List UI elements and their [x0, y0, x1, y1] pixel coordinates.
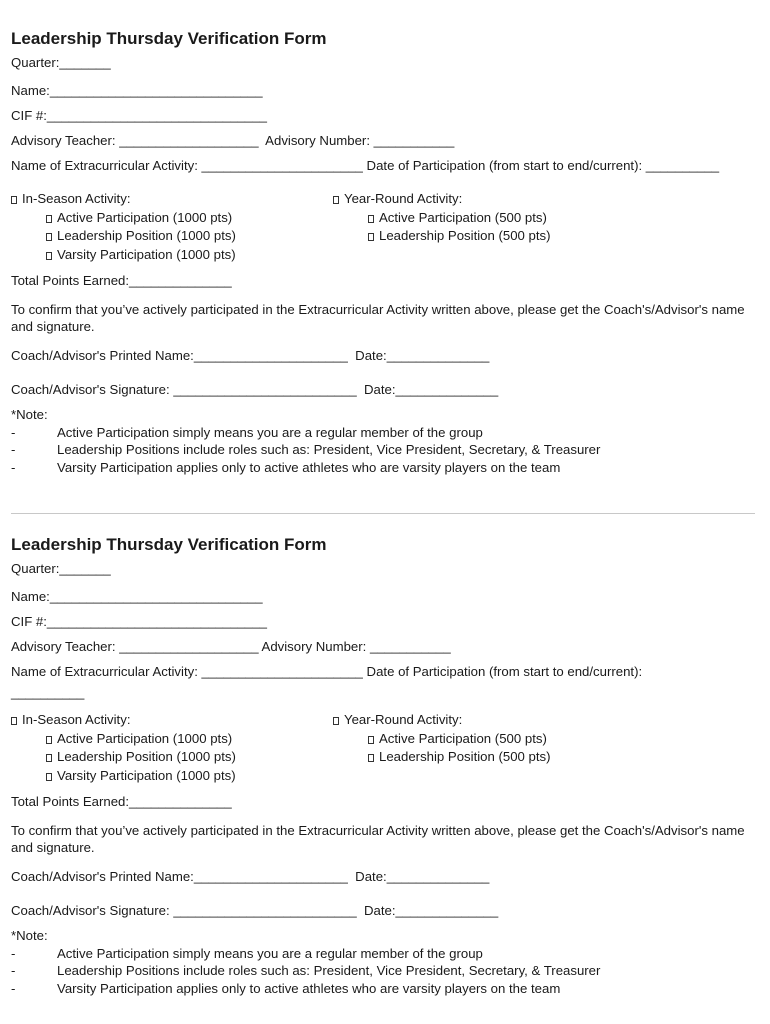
option-label: Active Participation (1000 pts): [57, 209, 233, 225]
option-label: Active Participation (500 pts): [379, 209, 547, 225]
leadership-position-checkbox[interactable]: [368, 754, 374, 762]
in-season-checkbox[interactable]: [11, 717, 17, 725]
cif-field[interactable]: CIF #:______________________________: [11, 108, 267, 123]
note-item: - Varsity Participation applies only to active athletes who are varsity players on the team: [11, 459, 561, 475]
name-field[interactable]: Name:_____________________________: [11, 83, 263, 98]
year-round-label: Year-Round Activity:: [344, 191, 463, 206]
coach-printed-name-field[interactable]: Coach/Advisor's Printed Name:_____________________ Date:______________: [11, 348, 490, 363]
active-participation-checkbox[interactable]: [46, 215, 52, 223]
note-section: [11, 406, 759, 476]
option-label: Leadership Position (1000 pts): [57, 749, 236, 764]
in-season-group: [11, 711, 333, 785]
advisory-field[interactable]: Advisory Teacher: ___________________ Advisory Number: ___________: [11, 133, 455, 148]
option-label: Leadership Position (1000 pts): [57, 228, 236, 243]
option-label: Varsity Participation (1000 pts): [57, 246, 236, 262]
note-item: - Active Participation simply means you are a regular member of the group: [11, 945, 483, 961]
name-field[interactable]: Name:_____________________________: [11, 589, 263, 604]
activity-field-continued[interactable]: __________: [11, 685, 85, 700]
option-label: Varsity Participation (1000 pts): [57, 767, 236, 783]
note-item: - Leadership Positions include roles such as: President, Vice President, Secretary, & Treasurer: [11, 963, 601, 978]
coach-signature-field[interactable]: Coach/Advisor's Signature: _________________________ Date:______________: [11, 903, 499, 918]
note-label: *Note:: [11, 928, 48, 943]
activity-type-options: [11, 711, 759, 785]
leadership-position-checkbox[interactable]: [368, 233, 374, 241]
leadership-position-checkbox[interactable]: [46, 754, 52, 762]
option-label: Active Participation (1000 pts): [57, 730, 233, 746]
leadership-position-checkbox[interactable]: [46, 233, 52, 241]
in-season-label: In-Season Activity:: [22, 712, 131, 727]
form-divider: [11, 513, 755, 514]
quarter-field[interactable]: Quarter:_______: [11, 55, 111, 70]
year-round-checkbox[interactable]: [333, 717, 339, 725]
option-label: Leadership Position (500 pts): [379, 228, 551, 243]
activity-type-options: [11, 190, 759, 264]
note-item: - Active Participation simply means you are a regular member of the group: [11, 424, 483, 440]
year-round-group: [333, 711, 733, 785]
activity-field[interactable]: Name of Extracurricular Activity: ______________________ Date of Participation (from start to end/current):: [11, 664, 643, 679]
option-label: Leadership Position (500 pts): [379, 749, 551, 764]
year-round-label: Year-Round Activity:: [344, 712, 463, 727]
total-points-field[interactable]: Total Points Earned:______________: [11, 794, 232, 809]
in-season-checkbox[interactable]: [11, 196, 17, 204]
note-section: [11, 927, 759, 997]
in-season-group: [11, 190, 333, 264]
advisory-field[interactable]: Advisory Teacher: ___________________ Advisory Number: ___________: [11, 639, 451, 654]
form-title: Leadership Thursday Verification Form: [11, 535, 327, 554]
year-round-checkbox[interactable]: [333, 196, 339, 204]
total-points-field[interactable]: Total Points Earned:______________: [11, 273, 232, 288]
confirm-instructions: To confirm that you’ve actively participated in the Extracurricular Activity written above, please get the Coach's/Advisor's name and signature.: [11, 823, 745, 855]
active-participation-checkbox[interactable]: [46, 736, 52, 744]
form-title: Leadership Thursday Verification Form: [11, 29, 327, 48]
cif-field[interactable]: CIF #:______________________________: [11, 614, 267, 629]
varsity-participation-checkbox[interactable]: [46, 252, 52, 260]
coach-printed-name-field[interactable]: Coach/Advisor's Printed Name:_____________________ Date:______________: [11, 869, 490, 884]
verification-form-1: [11, 28, 759, 476]
confirm-instructions: To confirm that you’ve actively participated in the Extracurricular Activity written above, please get the Coach's/Advisor's name and signature.: [11, 302, 745, 334]
in-season-label: In-Season Activity:: [22, 191, 131, 206]
year-round-group: [333, 190, 733, 264]
varsity-participation-checkbox[interactable]: [46, 773, 52, 781]
active-participation-checkbox[interactable]: [368, 215, 374, 223]
note-label: *Note:: [11, 407, 48, 422]
quarter-field[interactable]: Quarter:_______: [11, 561, 111, 576]
note-item: - Varsity Participation applies only to active athletes who are varsity players on the team: [11, 980, 561, 996]
note-item: - Leadership Positions include roles such as: President, Vice President, Secretary, & Treasurer: [11, 442, 601, 457]
activity-field[interactable]: Name of Extracurricular Activity: ______________________ Date of Participation (from start to end/current): __________: [11, 158, 720, 173]
active-participation-checkbox[interactable]: [368, 736, 374, 744]
verification-form-2: [11, 534, 759, 997]
option-label: Active Participation (500 pts): [379, 730, 547, 746]
coach-signature-field[interactable]: Coach/Advisor's Signature: _________________________ Date:______________: [11, 382, 499, 397]
